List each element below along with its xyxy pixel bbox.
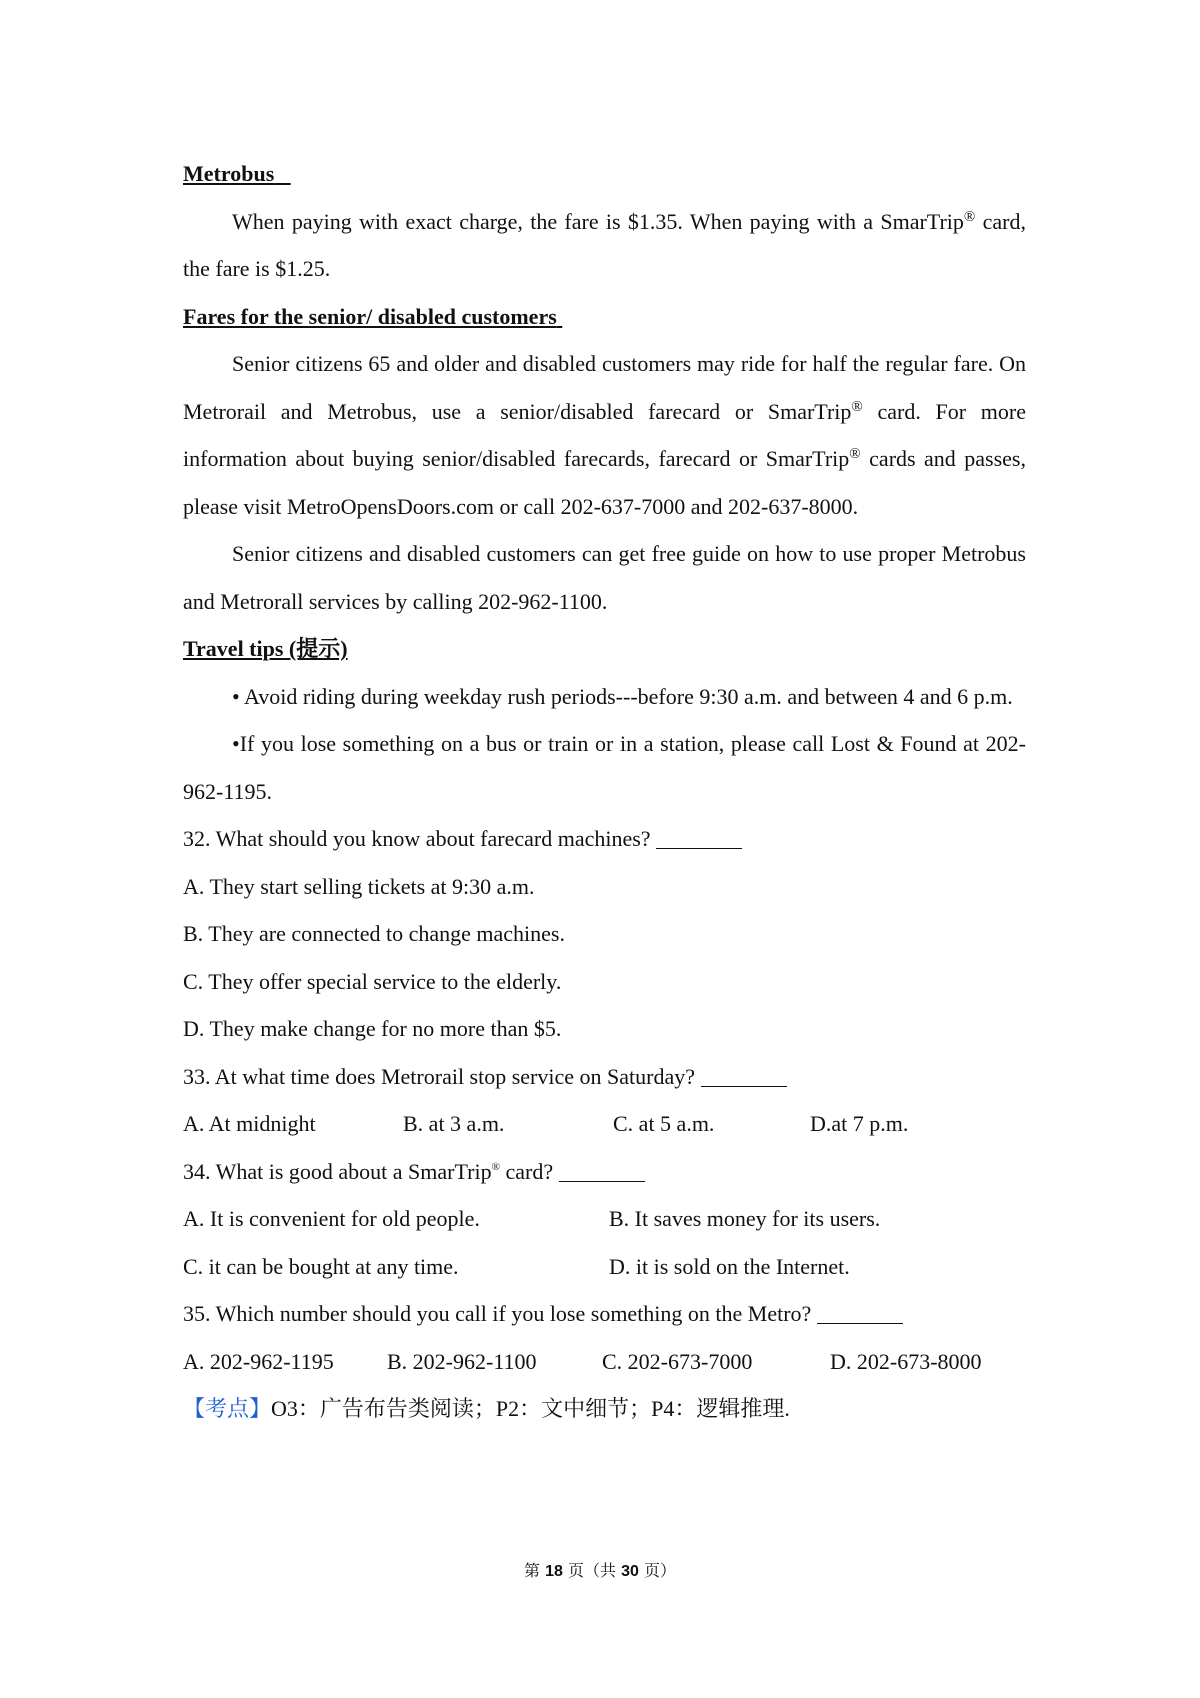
q35-option-c: C. 202-673-7000 <box>602 1348 753 1374</box>
q32-option-d: D. They make change for no more than $5. <box>183 1016 562 1041</box>
q35-option-b: B. 202-962-1100 <box>387 1348 537 1374</box>
q35-options <box>183 1338 1026 1386</box>
kaodian-text: O3：广告布告类阅读；P2：文中细节；P4：逻辑推理. <box>271 1396 790 1421</box>
answer-blank <box>701 1066 787 1087</box>
q33-options <box>183 1100 1026 1148</box>
metrobus-heading: Metrobus <box>183 161 275 186</box>
page-number: 18 <box>545 1563 563 1580</box>
question-33: 33. At what time does Metrorail stop service on Saturday? <box>183 1053 1026 1101</box>
answer-blank <box>559 1161 645 1182</box>
q34-options-row-2 <box>183 1243 1026 1291</box>
q32-option-c: C. They offer special service to the elderly. <box>183 968 562 994</box>
kaodian-line <box>183 1385 1026 1433</box>
q34-option-d: D. it is sold on the Internet. <box>609 1253 850 1279</box>
answer-blank <box>656 828 742 849</box>
q33-option-a: A. At midnight <box>183 1111 316 1136</box>
answer-blank <box>817 1303 903 1324</box>
metrobus-paragraph: When paying with exact charge, the fare is $1.35. When paying with a SmarTrip® card, the fare is $1.25. <box>183 208 1026 281</box>
q34-options-row-1 <box>183 1195 1026 1243</box>
page-content <box>183 150 1026 1433</box>
fares-heading: Fares for the senior/ disabled customers <box>183 303 557 329</box>
q32-option-a: A. They start selling tickets at 9:30 a.m. <box>183 873 535 899</box>
page-total: 30 <box>621 1563 639 1580</box>
travel-tip-2: •If you lose something on a bus or train or in a station, please call Lost & Found at 202-962-1195. <box>183 731 1026 804</box>
q34-option-c: C. it can be bought at any time. <box>183 1253 459 1279</box>
q32-option-b: B. They are connected to change machines. <box>183 921 565 946</box>
fares-paragraph-2: Senior citizens and disabled customers can get free guide on how to use proper Metrobus and Metrorall services by calling 202-962-1100. <box>183 541 1026 614</box>
kaodian-label: 【考点】 <box>183 1396 272 1421</box>
travel-tips-heading: Travel tips (提示) <box>183 636 348 661</box>
travel-tip-1: • Avoid riding during weekday rush periods---before 9:30 a.m. and between 4 and 6 p.m. <box>232 683 1013 709</box>
q34-option-a: A. It is convenient for old people. <box>183 1206 480 1231</box>
q33-option-b: B. at 3 a.m. <box>403 1111 505 1136</box>
question-35: 35. Which number should you call if you lose something on the Metro? <box>183 1290 1026 1338</box>
q34-option-b: B. It saves money for its users. <box>609 1206 881 1231</box>
q33-option-d: D.at 7 p.m. <box>810 1111 909 1136</box>
question-32: 32. What should you know about farecard machines? <box>183 815 1026 863</box>
fares-paragraph-1: Senior citizens 65 and older and disabled customers may ride for half the regular fare. On Metrorail and Metrobus, use a senior/disabled farecard or SmarTrip® card. For more information about buying senior/disabled farecards, farecard or SmarTrip® cards and passes, please visit MetroOpensDoors.com or call 202-637-7000 and 202-637-8000. <box>183 351 1027 519</box>
question-34: 34. What is good about a SmarTrip® card? <box>183 1148 1026 1196</box>
page-footer: 第 18 页（共 30 页） <box>524 1561 676 1580</box>
q35-option-d: D. 202-673-8000 <box>830 1348 982 1374</box>
q33-option-c: C. at 5 a.m. <box>613 1111 715 1136</box>
q35-option-a: A. 202-962-1195 <box>183 1348 334 1374</box>
